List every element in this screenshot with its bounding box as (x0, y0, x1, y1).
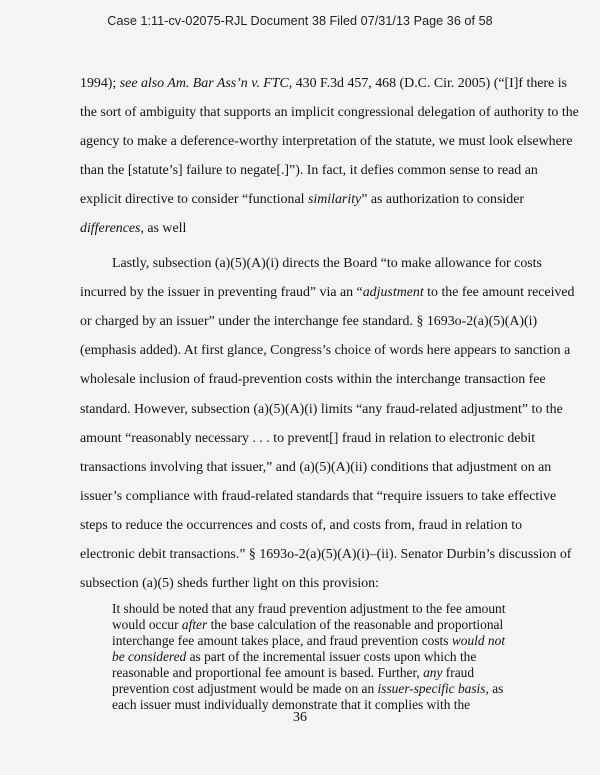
emphasis: adjustment (362, 285, 424, 300)
quote-text: fraud (442, 665, 475, 680)
text-line: than the [statute’s] failure to negate[.]”). In fact, it defies common sense to read an (80, 163, 538, 178)
text-line: subsection (a)(5) sheds further light on this provision: (80, 576, 379, 591)
text-line: the sort of ambiguity that supports an implicit congressional delegation of authority to the (80, 105, 579, 120)
quote-text: It should be noted that any fraud prevention adjustment to the fee amount (112, 601, 506, 616)
text-line: electronic debit transactions.” § 1693o-2(a)(5)(A)(i)–(ii). Senator Durbin’s discussion of (80, 547, 572, 562)
quote-text: as part of the incremental issuer costs upon which the (186, 649, 477, 664)
quote-line (112, 602, 505, 615)
text-line: standard. However, subsection (a)(5)(A)(i) limits “any fraud-related adjustment” to the (80, 402, 563, 417)
emphasis: would not (451, 633, 506, 648)
text-line: (emphasis added). At first glance, Congress’s choice of words here appears to sanction a (80, 343, 571, 358)
emphasis: differences (80, 221, 141, 236)
text-line: wholesale inclusion of fraud-prevention costs within the interchange transaction fee (80, 372, 546, 387)
text-line: or charged by an issuer” under the interchange fee standard. § 1693o-2(a)(5)(A)(i) (80, 314, 538, 329)
emphasis: be considered (112, 649, 187, 664)
text-line: incurred by the issuer in preventing fraud” via an “adjustment to the fee amount received (80, 285, 575, 300)
quote-line (112, 618, 503, 631)
quote-text: interchange fee amount takes place, and fraud prevention costs (112, 633, 452, 648)
quote-text: the base calculation of the reasonable and proportional (207, 617, 504, 632)
text-line: steps to reduce the occurrences and costs of, and costs from, fraud in relation to (80, 518, 523, 533)
text-line: explicit directive to consider “functional similarity” as authorization to consider (80, 192, 524, 207)
quote-text: each issuer must individually demonstrate that it complies with the (112, 697, 471, 712)
quote-line (112, 634, 505, 647)
emphasis: issuer-specific basis (377, 681, 486, 696)
case-header: Case 1:11-cv-02075-RJL Document 38 Filed 07/31/13 Page 36 of 58 (107, 14, 493, 28)
quote-text: would occur (112, 617, 182, 632)
quote-line (112, 666, 474, 679)
quote-line (112, 650, 476, 663)
text-line: differences, as well (80, 221, 187, 236)
text-line: amount “reasonably necessary . . . to prevent[] fraud in relation to electronic debit (80, 431, 536, 446)
text-line: transactions involving that issuer,” and (a)(5)(A)(ii) conditions that adjustment on an (80, 460, 552, 475)
case-citation: see also Am. Bar Ass’n v. FTC (119, 76, 289, 91)
emphasis: similarity (307, 192, 362, 207)
emphasis: after (181, 617, 208, 632)
text-line: 1994); see also Am. Bar Ass’n v. FTC, 430 F.3d 457, 468 (D.C. Cir. 2005) (“[I]f there is (80, 76, 567, 91)
text-line: Lastly, subsection (a)(5)(A)(i) directs the Board “to make allowance for costs (112, 256, 542, 271)
page-number: 36 (293, 710, 307, 725)
text-line: agency to make a deference-worthy interpretation of the statute, we must look elsewhere (80, 134, 573, 149)
quote-text: , as (485, 681, 504, 696)
emphasis: any (423, 665, 443, 680)
quote-text: reasonable and proportional fee amount is based. Further, (112, 665, 424, 680)
quote-line (112, 682, 503, 695)
quote-text: prevention cost adjustment would be made on an (112, 681, 378, 696)
text-line: issuer’s compliance with fraud-related standards that “require issuers to take effective (80, 489, 557, 504)
